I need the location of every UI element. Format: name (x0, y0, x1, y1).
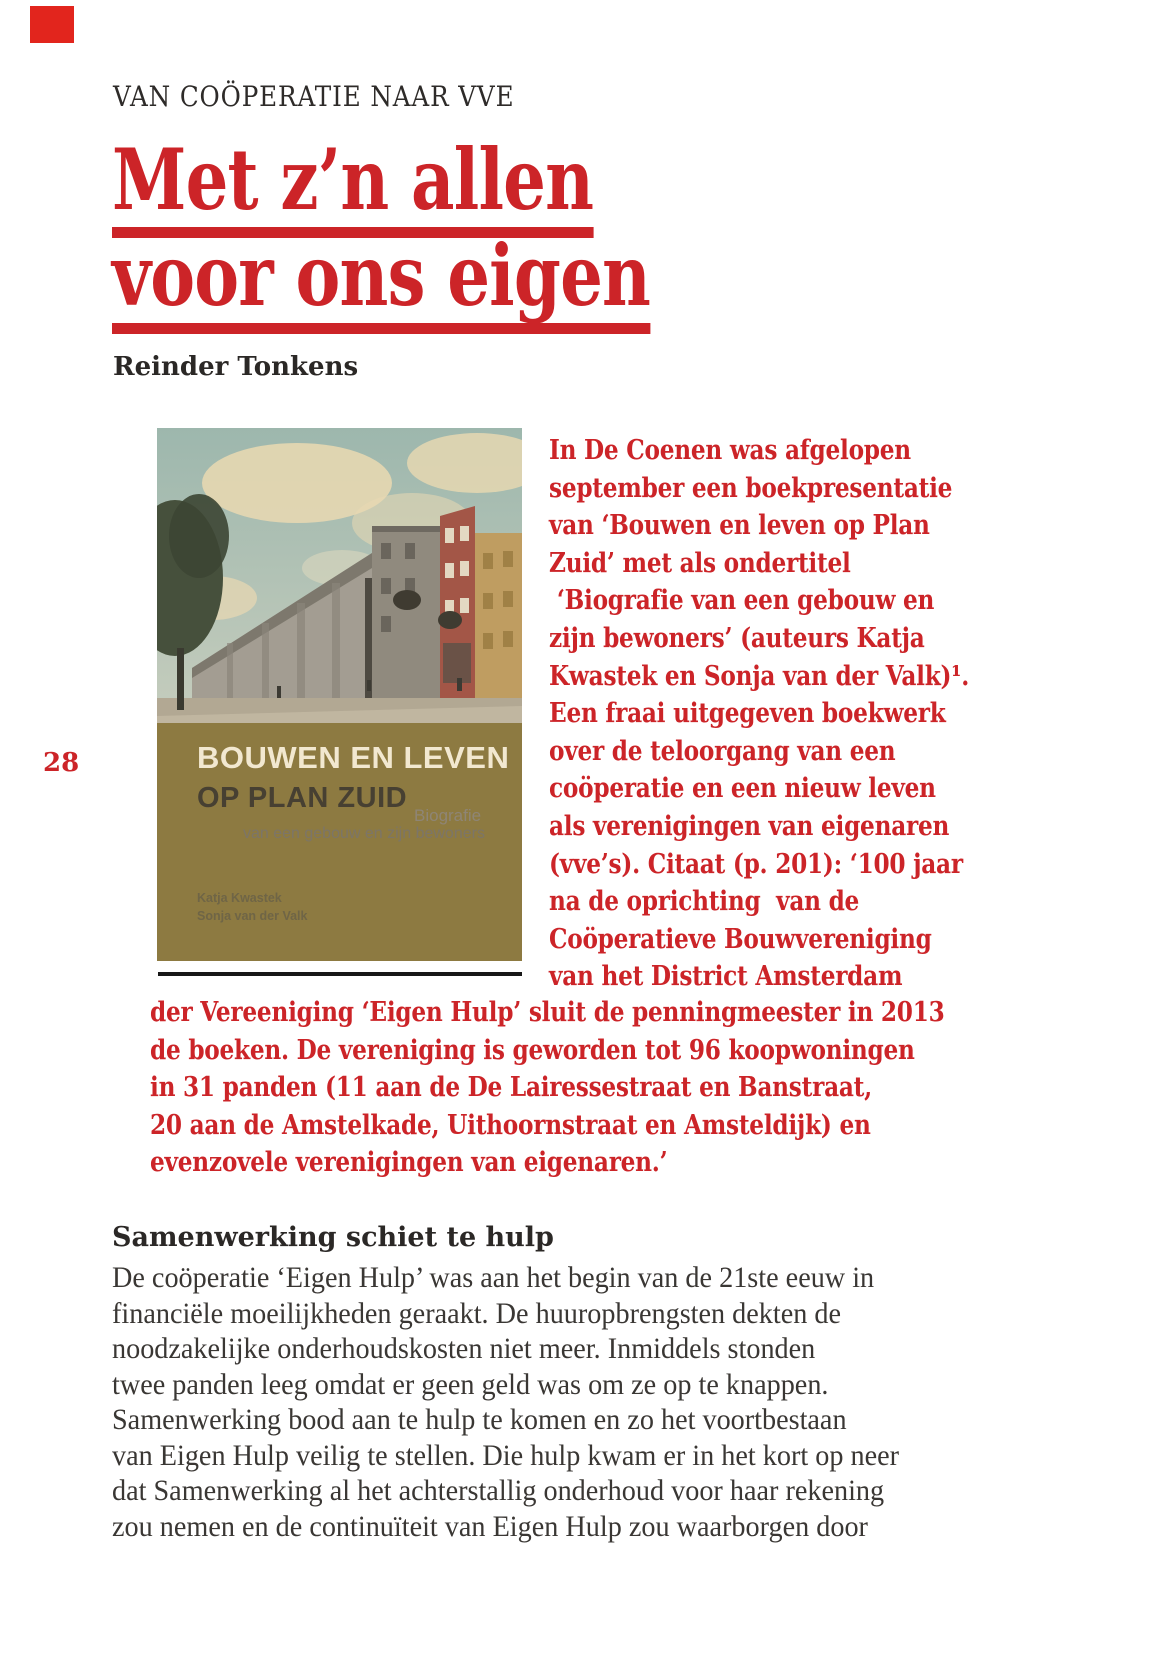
page-number: 28 (43, 748, 80, 778)
text-line: financiële moeilijkheden geraakt. De huuropbrengsten dekten de (112, 1296, 842, 1330)
cover-title-line-1: BOUWEN EN LEVEN (197, 740, 510, 775)
cover-author-1: Katja Kwastek (197, 891, 282, 905)
text-line: In De Coenen was afgelopen (549, 435, 911, 466)
cover-subtitle-word: Biografie (414, 806, 482, 825)
book-cover-photo (157, 428, 522, 723)
author-byline: Reinder Tonkens (113, 352, 359, 382)
text-line: Coöperatieve Bouwvereniging (549, 923, 932, 955)
text-line: Een fraai uitgegeven boekwerk (549, 698, 946, 730)
text-line: noodzakelijke onderhoudskosten niet meer. Inmiddels stonden (112, 1332, 816, 1365)
text-line: van ‘Bouwen en leven op Plan (549, 510, 930, 542)
text-line: Zuid’ met als ondertitel (549, 547, 851, 579)
section-heading: Samenwerking schiet te hulp (112, 1222, 554, 1253)
cover-underline-rule (158, 972, 522, 976)
body-paragraph (112, 1260, 899, 1544)
cover-title-line-2: OP PLAN ZUID (197, 782, 408, 814)
text-line: van het District Amsterdam (549, 961, 903, 993)
text-line: der Vereeniging ‘Eigen Hulp’ sluit de penningmeester in 2013 (150, 997, 945, 1028)
text-line: coöperatie en een nieuw leven (549, 773, 936, 805)
text-line: als verenigingen van eigenaren (549, 810, 950, 842)
cover-author-2: Sonja van der Valk (197, 909, 308, 923)
text-line: in 31 panden (11 aan de De Lairessestraat en Banstraat, (150, 1072, 872, 1104)
text-line: twee panden leeg omdat er geen geld was om ze op te knappen. (112, 1367, 829, 1401)
text-line: september een boekpresentatie (549, 472, 953, 504)
text-line: De coöperatie ‘Eigen Hulp’ was aan het begin van de 21ste eeuw in (112, 1261, 875, 1294)
article-title-line-1: Met z’n allen (112, 138, 593, 238)
text-line: Samenwerking bood aan te hulp te komen en zo het voortbestaan (112, 1403, 847, 1436)
text-line: ‘Biografie van een gebouw en (549, 585, 935, 617)
text-line: (vve’s). Citaat (p. 201): ‘100 jaar (549, 848, 963, 880)
book-cover (157, 428, 522, 961)
text-line: Kwastek en Sonja van der Valk)¹. (549, 660, 970, 692)
text-line: zijn bewoners’ (auteurs Katja (549, 622, 925, 654)
text-line: de boeken. De vereniging is geworden tot 96 koopwoningen (150, 1034, 915, 1066)
text-line: dat Samenwerking al het achterstallig onderhoud voor haar rekening (112, 1474, 885, 1507)
text-line: over de teloorgang van een (549, 735, 896, 767)
article-title-line-2: voor ons eigen (112, 234, 650, 334)
intro-column (549, 432, 969, 996)
text-line: 20 aan de Amstelkade, Uithoornstraat en Amsteldijk) en (150, 1109, 871, 1141)
text-line: van Eigen Hulp veilig te stellen. Die hulp kwam er in het kort op neer (112, 1438, 900, 1472)
text-line: na de oprichting van de (549, 886, 860, 918)
corner-mark (30, 6, 74, 43)
text-line: evenzovele verenigingen van eigenaren.’ (150, 1147, 668, 1179)
text-line: zou nemen en de continuïteit van Eigen Hulp zou waarborgen door (112, 1509, 868, 1543)
cover-subtitle-rest: van een gebouw en zijn bewoners (243, 825, 485, 842)
kicker: VAN COÖPERATIE NAAR VVE (113, 80, 515, 113)
intro-continuation (150, 994, 945, 1182)
